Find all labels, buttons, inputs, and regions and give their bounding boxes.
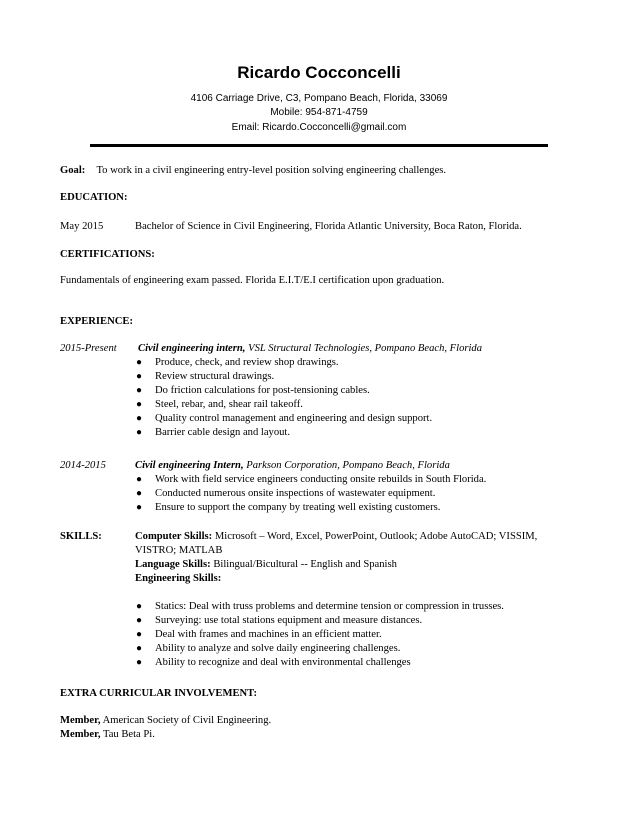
skills-heading: SKILLS:: [60, 531, 102, 542]
bullet-icon: ●: [136, 615, 143, 626]
goal-line: [60, 164, 446, 179]
job-1-dates: 2015-Present: [60, 343, 117, 354]
bullet-icon: ●: [136, 502, 143, 513]
bullet-text: Work with field service engineers conducting onsite rebuilds in South Florida.: [155, 474, 487, 485]
computer-skills-label: Computer Skills:: [135, 531, 213, 542]
extra-item-1: [60, 714, 271, 729]
extra-item-2-text: Tau Beta Pi.: [102, 729, 155, 740]
bullet-text: Deal with frames and machines in an efficient matter.: [155, 629, 382, 640]
language-skills-line: [135, 558, 397, 573]
bullet-item: [136, 356, 432, 370]
bullet-icon: ●: [136, 357, 143, 368]
job-2-dates: 2014-2015: [60, 460, 106, 471]
computer-skills-line: [135, 530, 537, 545]
bullet-text: Ability to analyze and solve daily engineering challenges.: [155, 643, 401, 654]
job-2-company: Parkson Corporation, Pompano Beach, Florida: [246, 460, 450, 471]
job-1-company: VSL Structural Technologies, Pompano Beach, Florida: [248, 343, 483, 354]
certifications-text: Fundamentals of engineering exam passed. Florida E.I.T/E.I certification upon graduation.: [60, 275, 445, 286]
certifications-heading: CERTIFICATIONS:: [60, 249, 155, 260]
experience-heading: EXPERIENCE:: [60, 316, 133, 327]
education-date: May 2015: [60, 221, 104, 232]
bullet-item: [136, 656, 504, 670]
job-2-title: Civil engineering Intern,: [135, 460, 244, 471]
extra-item-1-label: Member,: [60, 715, 101, 726]
extra-item-2: [60, 728, 155, 743]
bullet-icon: ●: [136, 657, 143, 668]
bullet-text: Ensure to support the company by treating well existing customers.: [155, 502, 441, 513]
bullet-item: [136, 412, 432, 426]
bullet-item: [136, 370, 432, 384]
mobile: Mobile: 954-871-4759: [270, 107, 368, 118]
bullet-item: [136, 384, 432, 398]
goal-label: Goal:: [60, 165, 86, 176]
bullet-item: [136, 614, 504, 628]
extra-item-1-text: American Society of Civil Engineering.: [102, 715, 272, 726]
bullet-text: Conducted numerous onsite inspections of wastewater equipment.: [155, 488, 436, 499]
bullet-text: Quality control management and engineering and design support.: [155, 413, 433, 424]
computer-skills-text: Microsoft – Word, Excel, PowerPoint, Outlook; Adobe AutoCAD; VISSIM,: [214, 531, 538, 542]
job-1-title: Civil engineering intern,: [138, 343, 246, 354]
bullet-icon: ●: [136, 385, 143, 396]
engineering-skills-label: Engineering Skills:: [135, 573, 222, 584]
job-1-title-line: [138, 342, 482, 357]
computer-skills-cont: VISTRO; MATLAB: [135, 545, 223, 556]
bullet-icon: ●: [136, 488, 143, 499]
bullet-item: [136, 642, 504, 656]
bullet-text: Surveying: use total stations equipment and measure distances.: [155, 615, 423, 626]
bullet-item: [136, 398, 432, 412]
language-skills-label: Language Skills:: [135, 559, 211, 570]
extra-heading: EXTRA CURRICULAR INVOLVEMENT:: [60, 688, 257, 699]
job-1-bullets: [136, 356, 432, 440]
bullet-item: [136, 487, 486, 501]
bullet-item: [136, 473, 486, 487]
bullet-icon: ●: [136, 427, 143, 438]
bullet-text: Review structural drawings.: [155, 371, 275, 382]
bullet-icon: ●: [136, 399, 143, 410]
bullet-icon: ●: [136, 371, 143, 382]
bullet-text: Produce, check, and review shop drawings.: [155, 357, 339, 368]
education-text: Bachelor of Science in Civil Engineering, Florida Atlantic University, Boca Raton, Florida.: [135, 221, 522, 232]
bullet-text: Steel, rebar, and, shear rail takeoff.: [155, 399, 303, 410]
bullet-item: [136, 600, 504, 614]
engineering-skills-bullets: [136, 600, 504, 670]
resume-name: Ricardo Cocconcelli: [237, 63, 401, 82]
header-rule: [90, 144, 548, 147]
language-skills-text: Bilingual/Bicultural -- English and Spanish: [213, 559, 397, 570]
bullet-icon: ●: [136, 474, 143, 485]
bullet-text: Ability to recognize and deal with environmental challenges: [155, 657, 411, 668]
bullet-icon: ●: [136, 629, 143, 640]
bullet-text: Barrier cable design and layout.: [155, 427, 291, 438]
bullet-text: Statics: Deal with truss problems and determine tension or compression in trusses.: [155, 601, 504, 612]
address: 4106 Carriage Drive, C3, Pompano Beach, Florida, 33069: [190, 93, 448, 104]
extra-item-2-label: Member,: [60, 729, 101, 740]
bullet-icon: ●: [136, 413, 143, 424]
job-2-title-line: [135, 459, 450, 474]
bullet-text: Do friction calculations for post-tensioning cables.: [155, 385, 370, 396]
bullet-item: [136, 426, 432, 440]
goal-text: To work in a civil engineering entry-level position solving engineering challenges.: [96, 165, 447, 176]
bullet-item: [136, 628, 504, 642]
education-heading: EDUCATION:: [60, 192, 128, 203]
bullet-icon: ●: [136, 601, 143, 612]
bullet-item: [136, 501, 486, 515]
job-2-bullets: [136, 473, 486, 515]
bullet-icon: ●: [136, 643, 143, 654]
email: Email: Ricardo.Cocconcelli@gmail.com: [231, 122, 407, 133]
